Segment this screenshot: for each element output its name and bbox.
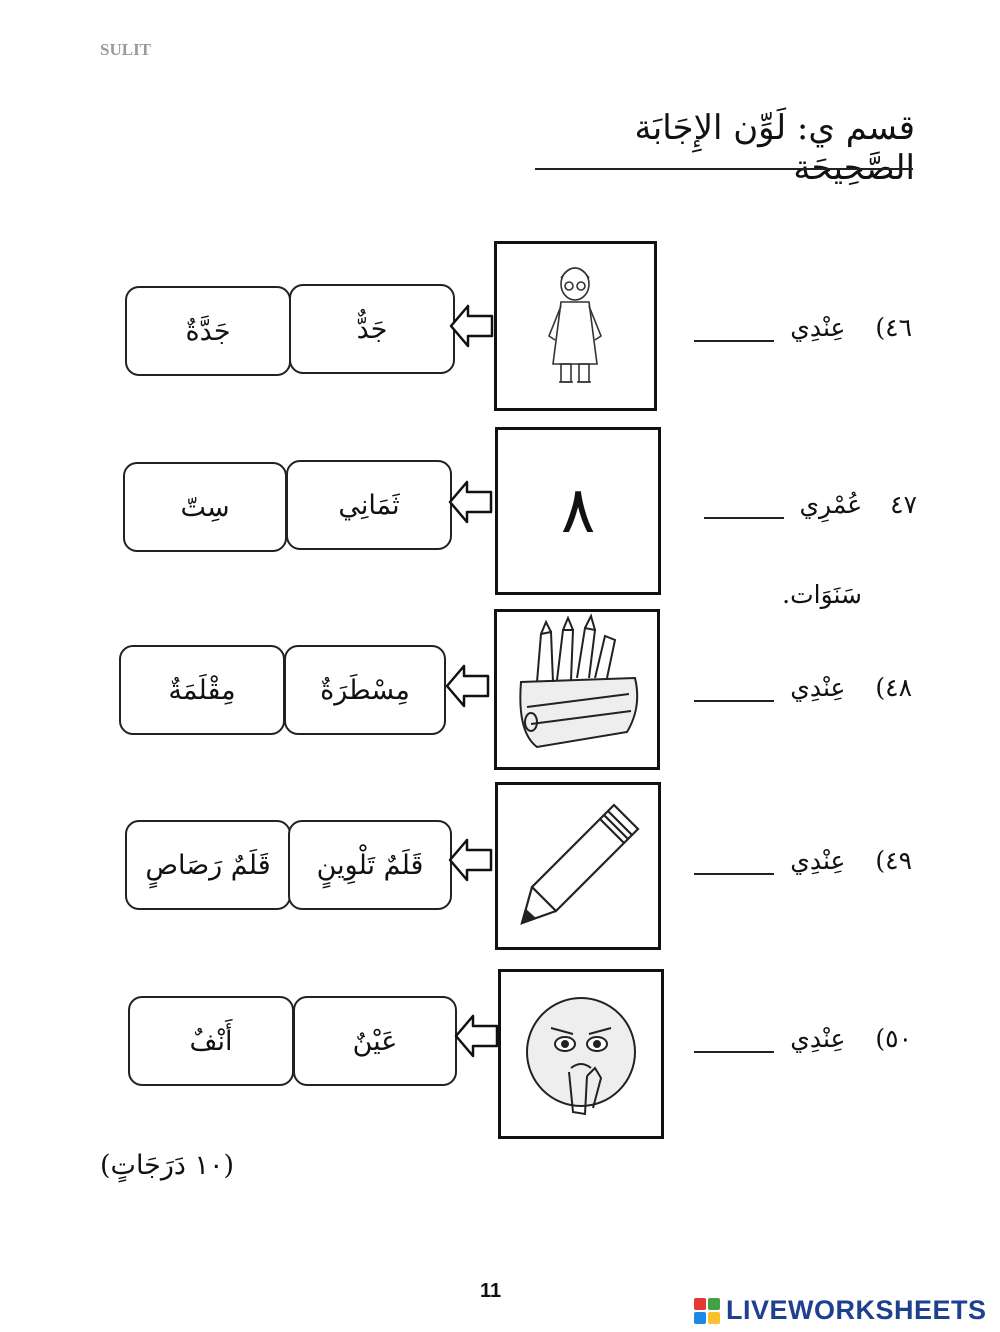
title-underline: [535, 168, 913, 170]
sulit-label: SULIT: [100, 40, 152, 59]
q50-number: ٥٠): [875, 1024, 912, 1053]
liveworksheets-logo-icon: [694, 1298, 720, 1324]
q47-option-1[interactable]: ثَمَانِي: [286, 460, 452, 550]
q46-option-1[interactable]: جَدٌّ: [289, 284, 455, 374]
q49-number: ٤٩): [875, 846, 912, 875]
q47-arrow-icon: [447, 476, 495, 528]
liveworksheets-wordmark: LIVEWORKSHEETS: [726, 1295, 987, 1325]
q46-blank: [694, 340, 774, 342]
q47-number: ٤٧: [890, 490, 917, 519]
q50-picture-face-nose: [498, 969, 664, 1139]
q46-arrow-icon: [448, 300, 496, 352]
q50-label: [694, 1024, 912, 1053]
q49-arrow-icon: [447, 834, 495, 886]
q48-arrow-icon: [444, 660, 492, 712]
q47-option-2[interactable]: سِتّ: [123, 462, 287, 552]
logo-square-yellow: [708, 1312, 720, 1324]
q49-picture-pencil: [495, 782, 661, 950]
q47-suffix: سَنَوَات.: [782, 580, 862, 609]
logo-square-blue: [694, 1312, 706, 1324]
q47-label: [704, 490, 918, 519]
q48-label: [694, 673, 912, 702]
page-number: 11: [480, 1280, 502, 1302]
q48-option-1[interactable]: مِسْطَرَةٌ: [284, 645, 446, 735]
q46-option-2[interactable]: جَدَّةٌ: [125, 286, 291, 376]
q48-number: ٤٨): [875, 673, 912, 702]
q47-blank: [704, 517, 784, 519]
q47-prompt: عُمْرِي: [799, 490, 863, 519]
q46-prompt: عِنْدِي: [790, 313, 846, 342]
logo-square-green: [708, 1298, 720, 1310]
section-title: قسم ي: لَوِّن الإِجَابَة الصَّحِيحَة: [634, 108, 915, 188]
q49-prompt: عِنْدِي: [790, 846, 846, 875]
q49-label: [694, 846, 912, 875]
q49-option-1[interactable]: قَلَمٌ تَلْوِينٍ: [288, 820, 452, 910]
q48-blank: [694, 700, 774, 702]
q46-number: ٤٦): [875, 313, 912, 342]
liveworksheets-brand[interactable]: [694, 1295, 987, 1326]
q50-prompt: عِنْدِي: [790, 1024, 846, 1053]
q47-picture-eight: [495, 427, 661, 595]
q48-prompt: عِنْدِي: [790, 673, 846, 702]
q50-option-2[interactable]: أَنْفٌ: [128, 996, 294, 1086]
q46-label: [694, 313, 912, 342]
logo-square-red: [694, 1298, 706, 1310]
q49-option-2[interactable]: قَلَمٌ رَصَاصٍ: [125, 820, 291, 910]
q48-picture-pencil-case: [494, 609, 660, 770]
q50-arrow-icon: [453, 1010, 501, 1062]
q50-option-1[interactable]: عَيْنٌ: [293, 996, 457, 1086]
q47-picture-text: ٨: [560, 474, 596, 548]
q50-blank: [694, 1051, 774, 1053]
total-marks: (١٠ دَرَجَاتٍ): [100, 1150, 235, 1181]
q46-picture-grandmother: [494, 241, 657, 411]
q48-option-2[interactable]: مِقْلَمَةٌ: [119, 645, 285, 735]
q49-blank: [694, 873, 774, 875]
